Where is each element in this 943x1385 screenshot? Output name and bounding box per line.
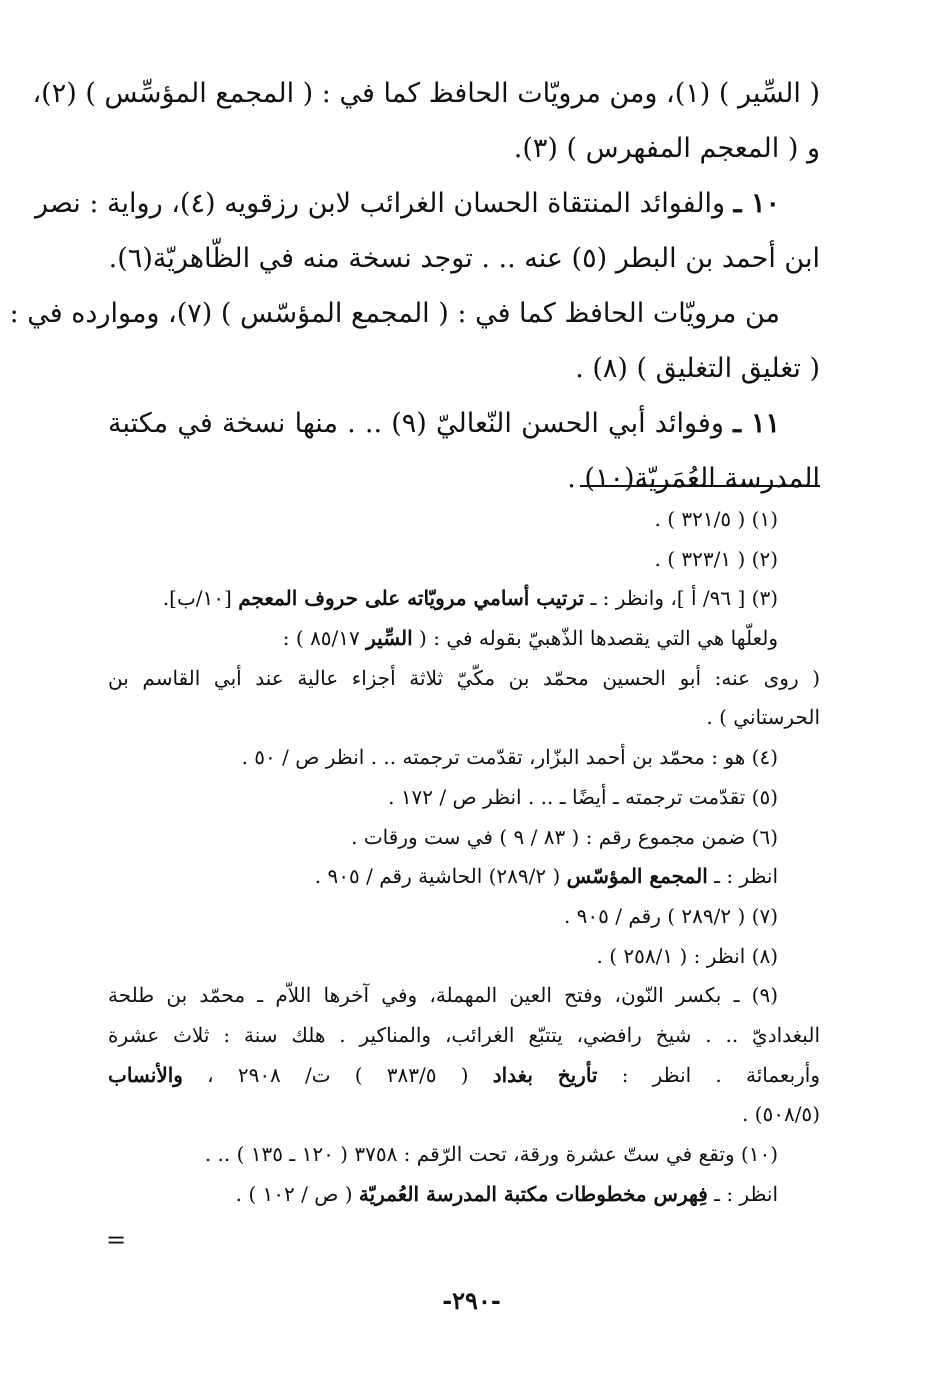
footnote-line <box>108 1095 820 1135</box>
footnote-text: (٩) ـ بكسر النّون، وفتح العين المهملة، وفي آخرها اللاّم ـ محمّد بن طلحة <box>108 983 778 1008</box>
footnote-text: وأربعمائة . انظر : <box>597 1062 821 1087</box>
footnote-text: البغداديّ .. . شيخ رافضي، يتتبّع الغرائب، والمناكير . هلك سنة : ثلاث عشرة <box>108 1022 820 1047</box>
footnote-text: (٨) انظر : ( ٢٥٨/١ ) . <box>596 943 778 968</box>
footnote-line <box>108 1135 820 1175</box>
footnote-line <box>108 1175 820 1215</box>
footnote-text: (٣) [ ٩٦/ أ ]، وانظر : ـ <box>584 586 778 611</box>
footnote-line <box>108 818 820 858</box>
main-line-text: المدرسة العُمَريّة(١٠) . <box>567 463 820 494</box>
footnote-text: (٤) هو : محمّد بن أحمد البزّار، تقدّمت ترجمته .. . انظر ص / ٥٠ . <box>241 745 778 770</box>
footnote-line <box>108 540 820 580</box>
main-line-text: ( تغليق التغليق ) (٨) . <box>575 353 820 384</box>
main-line-text: ابن أحمد بن البطر (٥) عنه .. . توجد نسخة منه في الظّاهريّة(٦). <box>108 243 820 274</box>
footnote-separator <box>580 485 820 487</box>
continuation-mark: = <box>106 1226 127 1254</box>
footnote-text: (٧) ( ٢٨٩/٢ ) رقم / ٩٠٥ . <box>563 903 778 928</box>
footnote-line <box>108 937 820 977</box>
footnote-text: ٨٥/١٧ ) : <box>282 626 367 651</box>
main-line-text: والفوائد المنتقاة الحسان الغرائب لابن رزقويه (٤)، رواية : نصر <box>34 188 734 219</box>
entry-number: ١١ ـ <box>733 408 780 439</box>
main-line <box>9 286 820 341</box>
footnote-text: ولعلّها هي التي يقصدها الذّهبيّ بقوله في : ( <box>412 626 778 651</box>
entry-number: ١٠ ـ <box>733 188 780 219</box>
main-line <box>108 231 820 286</box>
main-line <box>34 176 820 231</box>
page-number: -٢٩٠- <box>442 1286 501 1315</box>
footnote-text: (٦) ضمن مجموع رقم : ( ٨٣ / ٩ ) في ست ورقات . <box>351 824 778 849</box>
main-line-text: وفوائد أبي الحسن النّعاليّ (٩) .. . منها نسخة في مكتبة <box>108 408 734 439</box>
footnote-text: انظر : ـ <box>707 1181 778 1206</box>
footnote-text: ( ٢٨٩/٢) الحاشية رقم / ٩٠٥ . <box>314 864 567 889</box>
footnote-text: (٥) تقدّمت ترجمته ـ أيضًا ـ .. . انظر ص / ١٧٢ . <box>388 784 778 809</box>
main-line <box>32 66 820 121</box>
footnote-line <box>108 738 820 778</box>
footnote-line <box>108 619 820 659</box>
footnote-bold-title: السِّير <box>366 626 413 651</box>
footnote-line <box>108 659 820 699</box>
main-text <box>9 66 820 506</box>
footnote-bold-title: والأنساب <box>108 1062 183 1087</box>
footnote-text: ( ص / ١٠٢ ) . <box>235 1181 359 1206</box>
footnote-line <box>108 976 820 1016</box>
footnote-text: ( روى عنه: أبو الحسين محمّد بن مكّيّ ثلاثة أجزاء عالية عند أبي القاسم بن <box>108 665 820 690</box>
main-line <box>108 451 820 506</box>
footnote-text: ( ٣٨٣/٥ ) ت/ ٢٩٠٨ ، <box>182 1062 493 1087</box>
main-line <box>108 121 820 176</box>
main-line <box>108 341 820 396</box>
footnote-line <box>108 1056 820 1096</box>
footnote-text: (٢) ( ٣٢٣/١ ) . <box>654 546 778 571</box>
footnote-line <box>108 857 820 897</box>
main-line-text: من مرويّات الحافظ كما في : ( المجمع المؤسّس ) (٧)، وموارده في : <box>9 298 780 329</box>
main-line <box>108 396 820 451</box>
main-line-text: ( السِّير ) (١)، ومن مرويّات الحافظ كما في : ( المجمع المؤسِّس ) (٢)، <box>32 78 820 109</box>
footnotes <box>108 500 820 1214</box>
footnote-text: (١) ( ٣٢١/٥ ) . <box>654 507 778 531</box>
footnote-line <box>108 500 820 540</box>
footnote-line <box>108 698 820 738</box>
footnote-line <box>108 778 820 818</box>
footnote-text: انظر : ـ <box>707 864 778 889</box>
footnote-line <box>108 897 820 937</box>
footnote-bold-title: المجمع المؤسّس <box>566 864 708 889</box>
footnote-bold-title: ترتيب أسامي مرويّاته على حروف المعجم <box>238 586 585 611</box>
footnote-bold-title: فِهرس مخطوطات مكتبة المدرسة العُمريّة <box>358 1181 708 1206</box>
footnote-text: الحرستاني ) . <box>706 705 820 730</box>
main-line-text: و ( المعجم المفهرس ) (٣). <box>513 133 820 164</box>
footnote-line <box>108 579 820 619</box>
footnote-line <box>108 1016 820 1056</box>
footnote-bold-title: تأريخ بغداد <box>492 1062 598 1087</box>
footnote-text: (٥٠٨/٥) . <box>741 1102 820 1127</box>
footnote-text: (١٠) وتقع في ستّ عشرة ورقة، تحت الرّقم : ٣٧٥٨ ( ١٢٠ ـ ١٣٥ ) .. . <box>204 1142 778 1166</box>
footnote-text: [١٠/ب]. <box>162 586 239 611</box>
